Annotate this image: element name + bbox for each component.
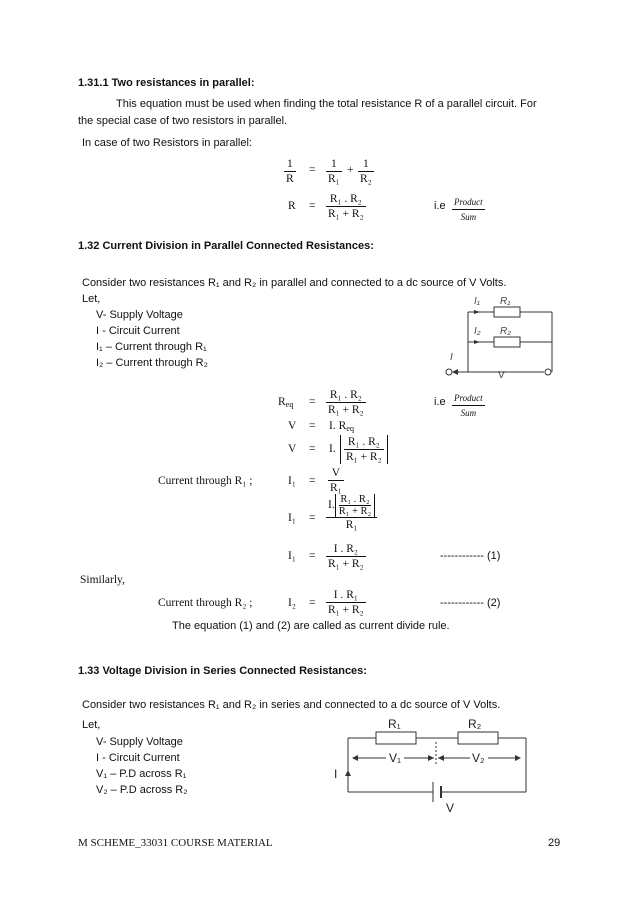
equals-sign: =: [309, 512, 316, 524]
compound-fraction: I. $\frac{\text{R₁ . R₂}}{\text{R₁ + R₂}}$ R₁: [326, 494, 377, 532]
paragraph-line: the special case of two resistors in parallel.: [78, 115, 288, 127]
diagram-label-r1: R₁: [388, 717, 401, 731]
equals-sign: =: [309, 550, 316, 562]
footer-course-title: M SCHEME_33031 COURSE MATERIAL: [78, 837, 273, 849]
resistor-r2: [494, 337, 520, 347]
diagram-label-i: I: [450, 352, 453, 363]
page-number: 29: [548, 837, 561, 849]
equation-tag-1: ------------ (1): [440, 550, 501, 562]
equation-fraction: $\frac{\text{I . R₁}}{\text{R₁ + R₂}}$: [328, 589, 364, 616]
definition-item: V₁ – P.D across R₁: [96, 768, 187, 780]
equation-prefix: I.: [329, 443, 336, 455]
equals-sign: =: [309, 164, 316, 176]
current-through-r1-label: Current through R₁ ;: [158, 475, 253, 487]
diagram-label-r1: R₁: [500, 296, 511, 307]
equation-fraction: $\frac{V}{\text{R₁}}$: [330, 467, 342, 494]
diagram-label-i2: I₂: [474, 326, 481, 337]
arrow-icon: [428, 755, 434, 761]
equals-sign: =: [309, 443, 316, 455]
equation-term-fraction: $\frac{1}{\text{R₂}}$: [360, 158, 372, 185]
section-heading-1-31-1: 1.31.1 Two resistances in parallel:: [78, 77, 255, 89]
resistor-r2: [458, 732, 498, 744]
equation-tag-2: ------------ (2): [440, 597, 501, 609]
series-circuit-diagram: [330, 712, 545, 817]
diagram-label-i: I: [334, 767, 338, 781]
diagram-label-i1: I₁: [474, 296, 480, 307]
arrow-icon: [452, 369, 458, 375]
definition-item: V- Supply Voltage: [96, 309, 183, 321]
resistor-r1: [494, 307, 520, 317]
arrow-icon: [345, 770, 351, 776]
arrow-icon: [515, 755, 521, 761]
equation-lhs-fraction: $\frac{1}{R}$: [286, 158, 294, 185]
arrow-icon: [352, 755, 358, 761]
equals-sign: =: [309, 200, 316, 212]
parallel-circuit-diagram: [440, 292, 570, 382]
plus-sign: +: [347, 164, 354, 176]
diagram-label-v: V: [498, 370, 505, 381]
definition-item: V- Supply Voltage: [96, 736, 183, 748]
equals-sign: =: [309, 420, 316, 432]
definition-item: I₂ – Current through R₂: [96, 357, 208, 369]
diagram-label-v: V: [446, 801, 455, 815]
diagram-label-v2: V₂: [472, 751, 485, 765]
diagram-label-v1: V₁: [389, 751, 402, 765]
paragraph-line: Consider two resistances R₁ and R₂ in parallel and connected to a dc source of V Volts.: [82, 277, 507, 289]
arrow-icon: [474, 340, 480, 344]
equation-lhs: I₂: [288, 597, 296, 609]
equation-lhs: I₁: [288, 512, 296, 524]
current-divide-rule-note: The equation (1) and (2) are called as current divide rule.: [172, 620, 450, 632]
paragraph-line: This equation must be used when finding the total resistance R of a parallel circuit. For: [116, 98, 537, 110]
let-label: Let,: [82, 719, 101, 731]
section-heading-1-33: 1.33 Voltage Division in Series Connected Resistances:: [78, 665, 367, 677]
current-through-r2-label: Current through R₂ ;: [158, 597, 253, 609]
let-label: Let,: [82, 293, 101, 305]
bracketed-fraction: $\frac{\text{R₁ . R₂}}{\text{R₁ + R₂}}$: [340, 435, 388, 464]
definition-item: I - Circuit Current: [96, 325, 180, 337]
equation-term-fraction: $\frac{1}{\text{R₁}}$: [328, 158, 340, 185]
diagram-label-r2: R₂: [500, 326, 512, 337]
product-over-sum: Product Sum: [454, 393, 483, 418]
definition-item: I - Circuit Current: [96, 752, 180, 764]
equals-sign: =: [309, 597, 316, 609]
ie-label: i.e: [434, 396, 446, 408]
equals-sign: =: [309, 396, 316, 408]
product-over-sum: Product Sum: [454, 197, 483, 222]
equation-lhs: V: [288, 443, 297, 455]
definition-item: I₁ – Current through R₁: [96, 341, 207, 353]
equation-lhs: V: [288, 420, 297, 432]
equation-fraction: $\frac{\text{R₁ . R₂}}{\text{R₁ + R₂}}$: [328, 389, 364, 416]
paragraph-line: In case of two Resistors in parallel:: [82, 137, 252, 149]
terminal-icon: [446, 369, 452, 375]
equation-fraction: $\frac{\text{I . R₂}}{\text{R₁ + R₂}}$: [328, 543, 364, 570]
equation-lhs: R: [288, 200, 296, 212]
terminal-icon: [545, 369, 551, 375]
equation-lhs: $R_{eq}$: [278, 396, 294, 410]
diagram-label-r2: R₂: [468, 717, 482, 731]
arrow-icon: [474, 310, 480, 314]
resistor-r1: [376, 732, 416, 744]
paragraph-line: Consider two resistances R₁ and R₂ in series and connected to a dc source of V Volts.: [82, 699, 501, 711]
equals-sign: =: [309, 475, 316, 487]
equation-lhs: I₁: [288, 475, 296, 487]
definition-item: V₂ – P.D across R₂: [96, 784, 188, 796]
arrow-icon: [438, 755, 444, 761]
equation-fraction: $\frac{\text{R₁ . R₂}}{\text{R₁ + R₂}}$: [328, 193, 364, 220]
equation-lhs: I₁: [288, 550, 296, 562]
ie-label: i.e: [434, 200, 446, 212]
equation-rhs: I. $R_{eq}$: [329, 420, 355, 434]
section-heading-1-32: 1.32 Current Division in Parallel Connected Resistances:: [78, 240, 374, 252]
similarly-label: Similarly,: [80, 574, 125, 586]
